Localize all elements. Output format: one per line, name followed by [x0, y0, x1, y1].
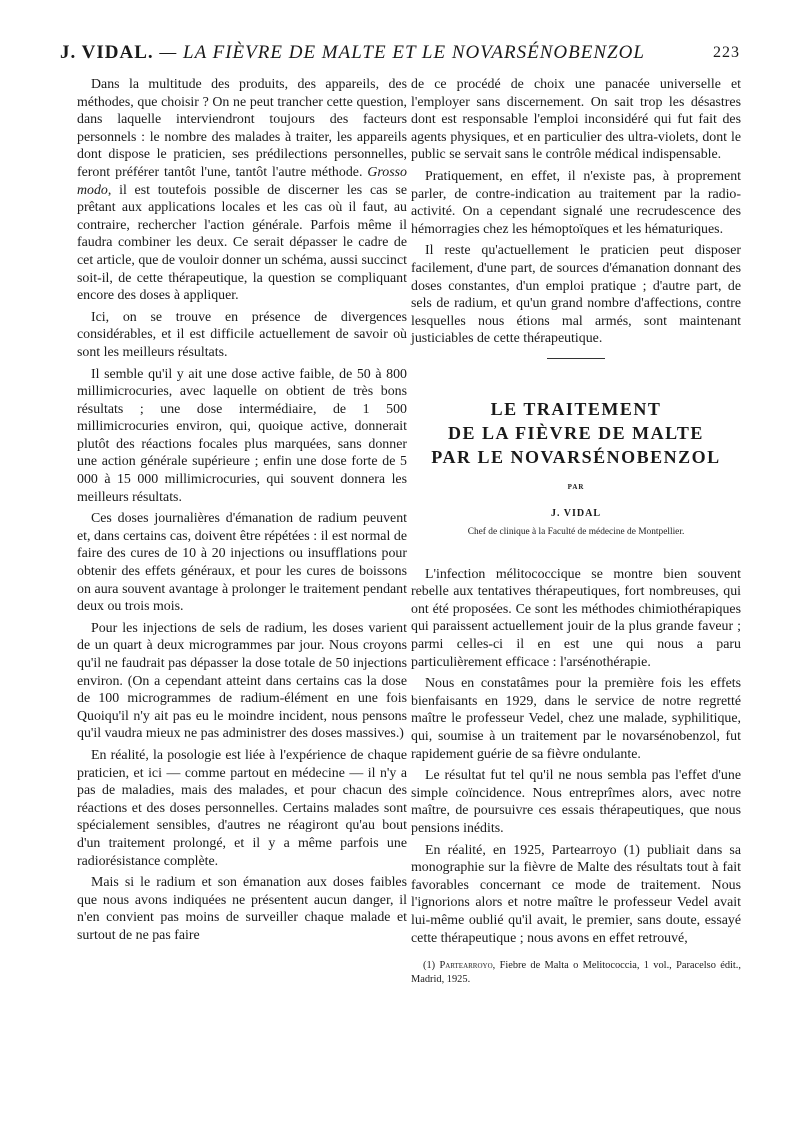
- page-number: 223: [713, 44, 740, 61]
- section-divider: [547, 358, 605, 359]
- paragraph: Le résultat fut tel qu'il ne nous sembla pas l'effet d'une simple coïncidence. Nous entreprîmes alors, avec notre maître, de poursuivre ces essais thérapeutiques, que nous pensions inédits.: [411, 768, 741, 836]
- byline-par: PAR: [567, 482, 585, 491]
- paragraph: Nous en constatâmes pour la première fois les effets bienfaisants en 1929, dans le service de notre regretté maître le professeur Vedel, chez une malade, syphilitique, qui, soumise à un traitement par le novarsénobenzol, fut rapidement guérie de sa fièvre ondulante.: [411, 676, 741, 762]
- right-column: [411, 76, 741, 987]
- author-affiliation: Chef de clinique à la Faculté de médecine de Montpellier.: [467, 527, 685, 538]
- paragraph: En réalité, en 1925, Partearroyo (1) publiait dans sa monographie sur la fièvre de Malte des résultats tout à fait favorables concernant ce mode de traitement. Nous l'ignorions alors et notre maître le professeur Vedel avait lui-même oublié qu'il avait, le premier, sans doute, essayé cette thérapeutique ; nous avons en effet retrouvé,: [411, 842, 741, 946]
- paragraph: Dans la multitude des produits, des appareils, des méthodes, que choisir ? On ne peut trancher cette question, dans laquelle interviendront toujours des facteurs personnels : le nombre des malades à traiter, les appareils dont dispose le praticien, ses prédilections personnelles, feront préférer tantôt l'une, tantôt l'autre méthode. Grosso modo, il est toutefois possible de discerner les cas se prêtant aux applications locales et les cas où il faut, au contraire, rechercher l'action générale. Parfois même il faudra combiner les deux. Ce serait dépasser le cadre de cet article, que de vouloir donner un schéma, aussi succinct soit-il, de cette thérapeutique, la question se compliquant encore des doses à appliquer.: [77, 77, 407, 304]
- paragraph: de ce procédé de choix une panacée universelle et l'employer sans discernement. On sait trop les désastres dont est responsable l'emploi inconsidéré qui fut fait des agents physiques, et en particulier des ultra-violets, dont le public se servait sans le contrôle médical indispensable.: [411, 77, 741, 163]
- paragraph: Pour les injections de sels de radium, les doses varient de un quart à deux microgrammes par jour. Nous croyons qu'il ne faudrait pas dépasser la dose totale de 50 injections environ. (On a cependant atteint dans certains cas la dose de 100 microgrammes de radium-élément en une fois Quoiqu'il n'y ait pas eu le moindre incident, nous pensons qu'il vaudra mieux ne pas administrer des doses massives.): [77, 620, 407, 742]
- article-author: J. VIDAL: [550, 507, 602, 519]
- footnote-author: Partearroyo: [439, 960, 493, 972]
- left-column: [77, 76, 407, 949]
- paragraph: L'infection mélitococcique se montre bien souvent rebelle aux tentatives thérapeutiques, fort nombreuses, qui ont été proposées. Ce sont les méthodes chimiothérapiques qui paraissent actuellement jouir de la plus grande faveur ; parmi celles-ci il en est une qui nous a paru particulièrement efficace : l'arsénothérapie.: [411, 566, 741, 670]
- paragraph: Il semble qu'il y ait une dose active faible, de 50 à 800 millimicrocuries, avec laquelle on obtient de très bons résultats ; une dose intermédiaire, de 1 500 millimicrocuries environ, qui, quoique active, donnerait plutôt des réactions focales plus marquées, sans donner une action générale supérieure ; enfin une dose forte de 5 000 à 15 000 millimicrocuries, qui souvent donnera les meilleurs résultats.: [77, 366, 407, 505]
- header-title: — LA FIÈVRE DE MALTE ET LE NOVARSÉNOBENZOL: [159, 42, 645, 63]
- paragraph: Ici, on se trouve en présence de divergences considérables, et il est difficile actuellement de savoir où sont les meilleurs résultats.: [77, 309, 407, 360]
- paragraph: En réalité, la posologie est liée à l'expérience de chaque praticien, et ici — comme partout en médecine — il n'y a pas de maladies, mais des malades, et pour chacun des réactions et des doses personnelles. Certains malades sont spécialement sensibles, d'autres ne réagiront qu'au bout d'un traitement prolongé, et il y a même parfois une radiorésistance complète.: [77, 747, 407, 869]
- paragraph: Il reste qu'actuellement le praticien peut disposer facilement, d'une part, de sources d'émanation donnant des doses constantes, d'un emploi pratique ; d'autre part, de sels de radium, et qu'un grand nombre d'affections, contre lesquelles nous étions mal armés, sont maintenant justiciables de cette thérapeutique.: [411, 243, 741, 347]
- article-title: LE TRAITEMENT DE LA FIÈVRE DE MALTE PAR LE NOVARSÉNOBENZOL: [431, 398, 721, 467]
- paragraph: Ces doses journalières d'émanation de radium peuvent et, dans certains cas, doivent être répétées : il est normal de faire des cures de 10 à 20 injections ou insufflations pour obtenir des effets généraux, et pour les cures de boissons on aura souvent avantage à prolonger le traitement pendant deux ou trois mois.: [77, 511, 407, 615]
- footnote: (1) Partearroyo, Fiebre de Malta o Melitococcia, 1 vol., Paracelso édit., Madrid, 1925.: [411, 960, 741, 986]
- paragraph: Mais si le radium et son émanation aux doses faibles que nous avons indiquées ne présentent aucun danger, il n'en convient pas moins de surveiller chaque malade et surtout de ne pas faire: [77, 875, 407, 943]
- italic-phrase: Grosso modo: [77, 164, 407, 198]
- paragraph: Pratiquement, en effet, il n'existe pas, à proprement parler, de contre-indication au traitement par la radio-activité. On a cependant signalé une recrudescence des hémorragies chez les hémoptoïques et les hématuriques.: [411, 168, 741, 237]
- running-header: [60, 42, 740, 64]
- header-author: J. VIDAL.: [60, 42, 154, 63]
